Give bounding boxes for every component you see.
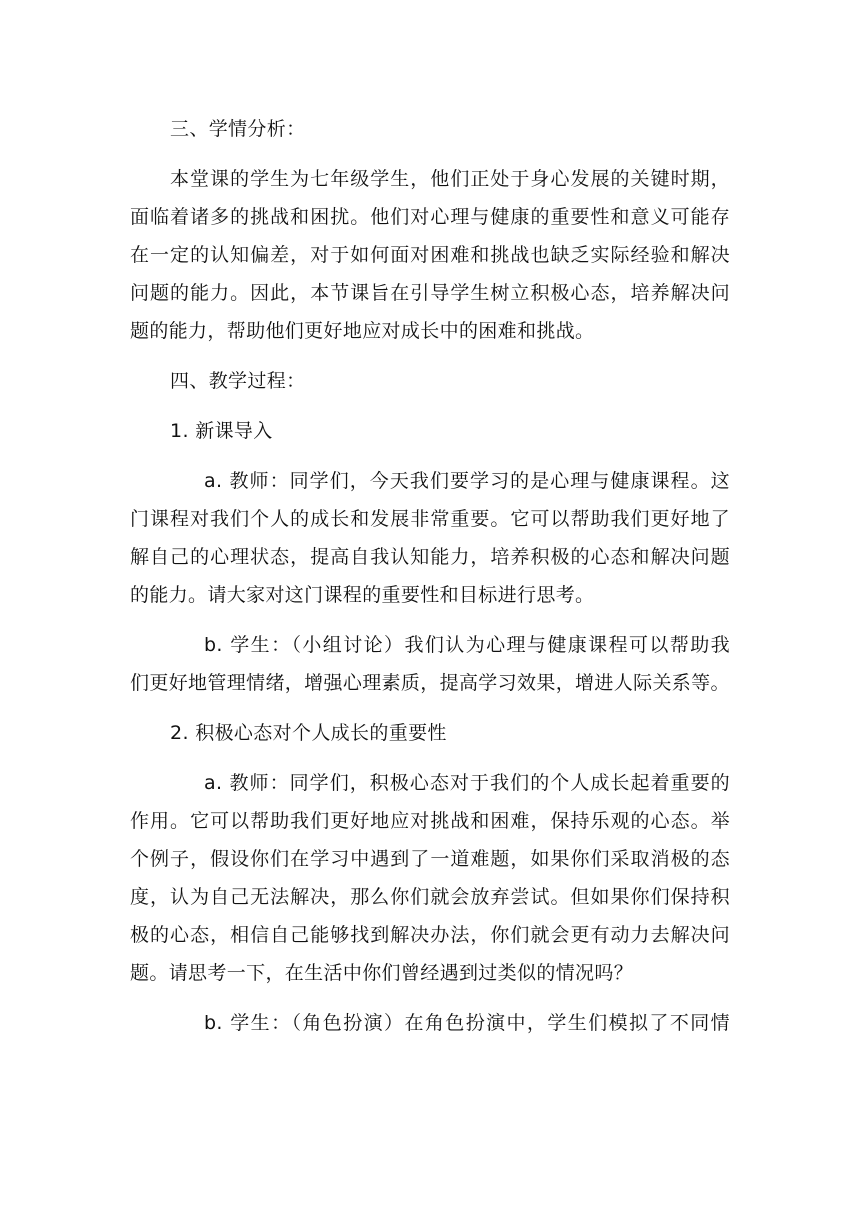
- paragraph-line: 本堂课的学生为七年级学生，他们正处于身心发展的关键时期，: [170, 168, 730, 190]
- paragraph-line: 的能力。请大家对这门课程的重要性和目标进行思考。: [130, 584, 595, 606]
- section-heading-analysis: 三、学情分析：: [170, 118, 306, 140]
- paragraph-line: 极的心态，相信自己能够找到解决办法，你们就会更有动力去解决问: [130, 924, 730, 946]
- paragraph-line: b. 学生：（角色扮演）在角色扮演中，学生们模拟了不同情: [204, 1012, 730, 1034]
- paragraph-line: 们更好地管理情绪，增强心理素质，提高学习效果，增进人际关系等。: [130, 672, 730, 694]
- document-body: [130, 110, 730, 1042]
- paragraph-step1-teacher: [130, 462, 730, 614]
- step-heading-2: 2. 积极心态对个人成长的重要性: [170, 722, 447, 744]
- paragraph-line: 个例子，假设你们在学习中遇到了一道难题，如果你们采取消极的态: [130, 848, 730, 870]
- paragraph-line: 作用。它可以帮助我们更好地应对挑战和困难，保持乐观的心态。举: [130, 810, 730, 832]
- paragraph-line: 题。请思考一下，在生活中你们曾经遇到过类似的情况吗？: [130, 962, 634, 984]
- paragraph-line: a. 教师：同学们，今天我们要学习的是心理与健康课程。这: [204, 470, 730, 492]
- paragraph-line: 题的能力，帮助他们更好地应对成长中的困难和挑战。: [130, 320, 595, 342]
- paragraph-line: 度，认为自己无法解决，那么你们就会放弃尝试。但如果你们保持积: [130, 886, 730, 908]
- paragraph-step1-student: [130, 626, 730, 702]
- paragraph-line: 问题的能力。因此，本节课旨在引导学生树立积极心态，培养解决问: [130, 282, 730, 304]
- paragraph-line: 面临着诸多的挑战和困扰。他们对心理与健康的重要性和意义可能存: [130, 206, 730, 228]
- paragraph-line: 解自己的心理状态，提高自我认知能力，培养积极的心态和解决问题: [130, 546, 730, 568]
- step-heading-1: 1. 新课导入: [170, 420, 273, 442]
- paragraph-line: a. 教师：同学们，积极心态对于我们的个人成长起着重要的: [204, 772, 730, 794]
- paragraph-line: b. 学生：（小组讨论）我们认为心理与健康课程可以帮助我: [204, 634, 730, 656]
- paragraph-analysis: [130, 160, 730, 350]
- paragraph-step2-student: [130, 1004, 730, 1042]
- paragraph-step2-teacher: [130, 764, 730, 992]
- paragraph-line: 门课程对我们个人的成长和发展非常重要。它可以帮助我们更好地了: [130, 508, 730, 530]
- paragraph-line: 在一定的认知偏差，对于如何面对困难和挑战也缺乏实际经验和解决: [130, 244, 730, 266]
- section-heading-process: 四、教学过程：: [170, 370, 306, 392]
